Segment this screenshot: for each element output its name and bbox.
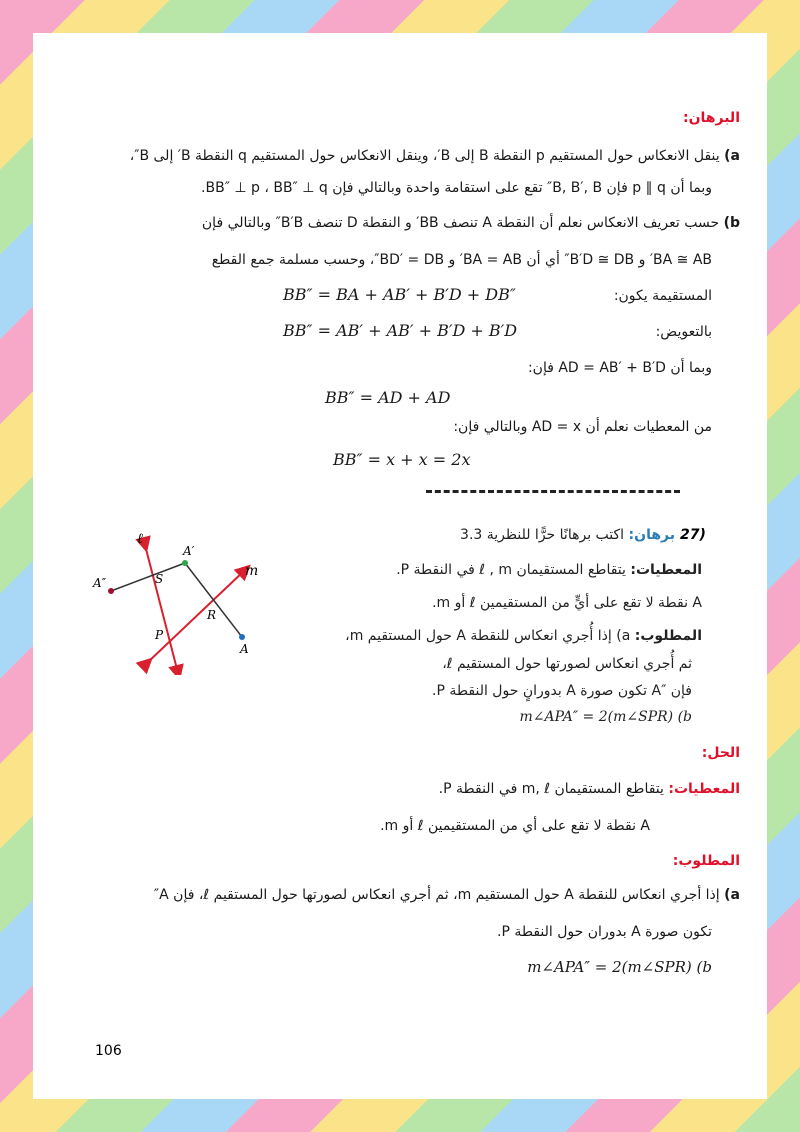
book-task: اكتب برهانًا حرًّا للنظرية 3.3: [460, 527, 625, 543]
book-given-line1: [396, 562, 702, 578]
book-req-a3: فإن ″A تكون صورة A بدورانٍ حول النقطة P.: [432, 683, 692, 699]
solution-a-text1: إذا أجري انعكاس للنقطة A حول المستقيم m، ثم أجري انعكاس لصورتها حول المستقيم ℓ، فإن A″: [153, 887, 720, 903]
book-req-a: a) إذا أُجري انعكاس للنقطة A حول المستقيم m،: [345, 628, 631, 644]
geometry-figure: [85, 525, 275, 675]
segment-a1-a: [185, 563, 242, 637]
solution-b-line: m∠APA″ = 2(m∠SPR) (b: [527, 958, 712, 976]
solution-given-label: المعطيات:: [668, 781, 740, 797]
line-l: [145, 545, 178, 673]
part-b-line3: المستقيمة يكون:: [613, 288, 712, 304]
solution-given1: يتقاطع المستقيمان m, ℓ في النقطة P.: [438, 781, 664, 797]
label-a-double-prime: A″: [93, 576, 107, 590]
part-a-line1: [60, 148, 740, 164]
book-req-a2: ثم أُجري انعكاس لصورتها حول المستقيم ℓ،: [442, 656, 692, 672]
solution-required-label: المطلوب:: [672, 853, 740, 869]
part-b-line2: BA ≅ AB′ و B′D ≅ DB″ أي أن BA = AB′ و BD′ = DB″، وحسب مسلمة جمع القطع: [211, 252, 712, 268]
solution-a-line1: [60, 887, 740, 903]
solution-heading: الحل:: [701, 745, 740, 761]
label-s: S: [155, 572, 164, 586]
book-given1: يتقاطع المستقيمان ℓ , m في النقطة P.: [396, 562, 626, 578]
part-a-text1: ينقل الانعكاس حول المستقيم p النقطة B إلى B′، وينقل الانعكاس حول المستقيم q النقطة B′ إلى B″،: [129, 148, 720, 164]
equation-2: BB″ = AB′ + AB′ + B′D + B′D: [283, 321, 518, 340]
page-number: 106: [95, 1043, 122, 1059]
label-p: P: [155, 628, 164, 642]
book-proof-label: برهان:: [628, 527, 675, 543]
book-given2: A نقطة لا تقع على أيٍّ من المستقيمين ℓ أو m.: [432, 595, 702, 611]
book-given-label: المعطيات:: [630, 562, 702, 578]
point-a: [239, 634, 245, 640]
part-b-text1: حسب تعريف الانعكاس نعلم أن النقطة A تنصف BB′ و النقطة D تنصف B′B″ وبالتالي فإن: [201, 215, 720, 231]
label-r: R: [207, 608, 217, 622]
part-b-line5: وبما أن AD = AB′ + B′D فإن:: [527, 360, 712, 376]
proof-heading: البرهان:: [683, 110, 740, 126]
label-l: ℓ: [137, 531, 143, 547]
solution-a-line2: تكون صورة A بدوران حول النقطة P.: [497, 924, 712, 940]
label-a: A: [240, 642, 249, 656]
part-b-line6: من المعطيات نعلم أن AD = x وبالتالي فإن:: [453, 419, 712, 435]
solution-given2: A نقطة لا تقع على أي من المستقيمين ℓ أو m.: [380, 818, 650, 834]
solution-a-marker: a): [724, 887, 740, 903]
equation-4: BB″ = x + x = 2x: [333, 450, 471, 469]
equation-1: BB″ = BA + AB′ + B′D + DB″: [283, 285, 516, 304]
aux: [111, 591, 157, 626]
point-a-prime: [182, 560, 188, 566]
label-m: m: [245, 563, 259, 579]
part-b-line4: بالتعويض:: [655, 324, 712, 340]
problem-number: 27): [680, 527, 706, 543]
book-required-label: المطلوب:: [634, 628, 702, 644]
part-a-marker: a): [724, 148, 740, 164]
solution-given-line1: [60, 781, 740, 797]
section-divider: [426, 490, 680, 493]
book-required-line: [345, 628, 702, 644]
segment-a2-a1: [111, 563, 185, 591]
equation-3: BB″ = AD + AD: [325, 388, 451, 407]
part-b-marker: b): [723, 215, 740, 231]
point-a-double-prime: [108, 588, 114, 594]
label-a-prime: A′: [183, 544, 195, 558]
part-b-line1: [60, 215, 740, 231]
book-req-b: m∠APA″ = 2(m∠SPR) (b: [519, 709, 692, 725]
part-a-line2: وبما أن p ∥ q فإن B, B′, B″ تقع على استقامة واحدة وبالتالي فإن BB″ ⊥ p ، BB″ ⊥ q.: [201, 180, 712, 196]
book-task-line: [460, 527, 675, 543]
